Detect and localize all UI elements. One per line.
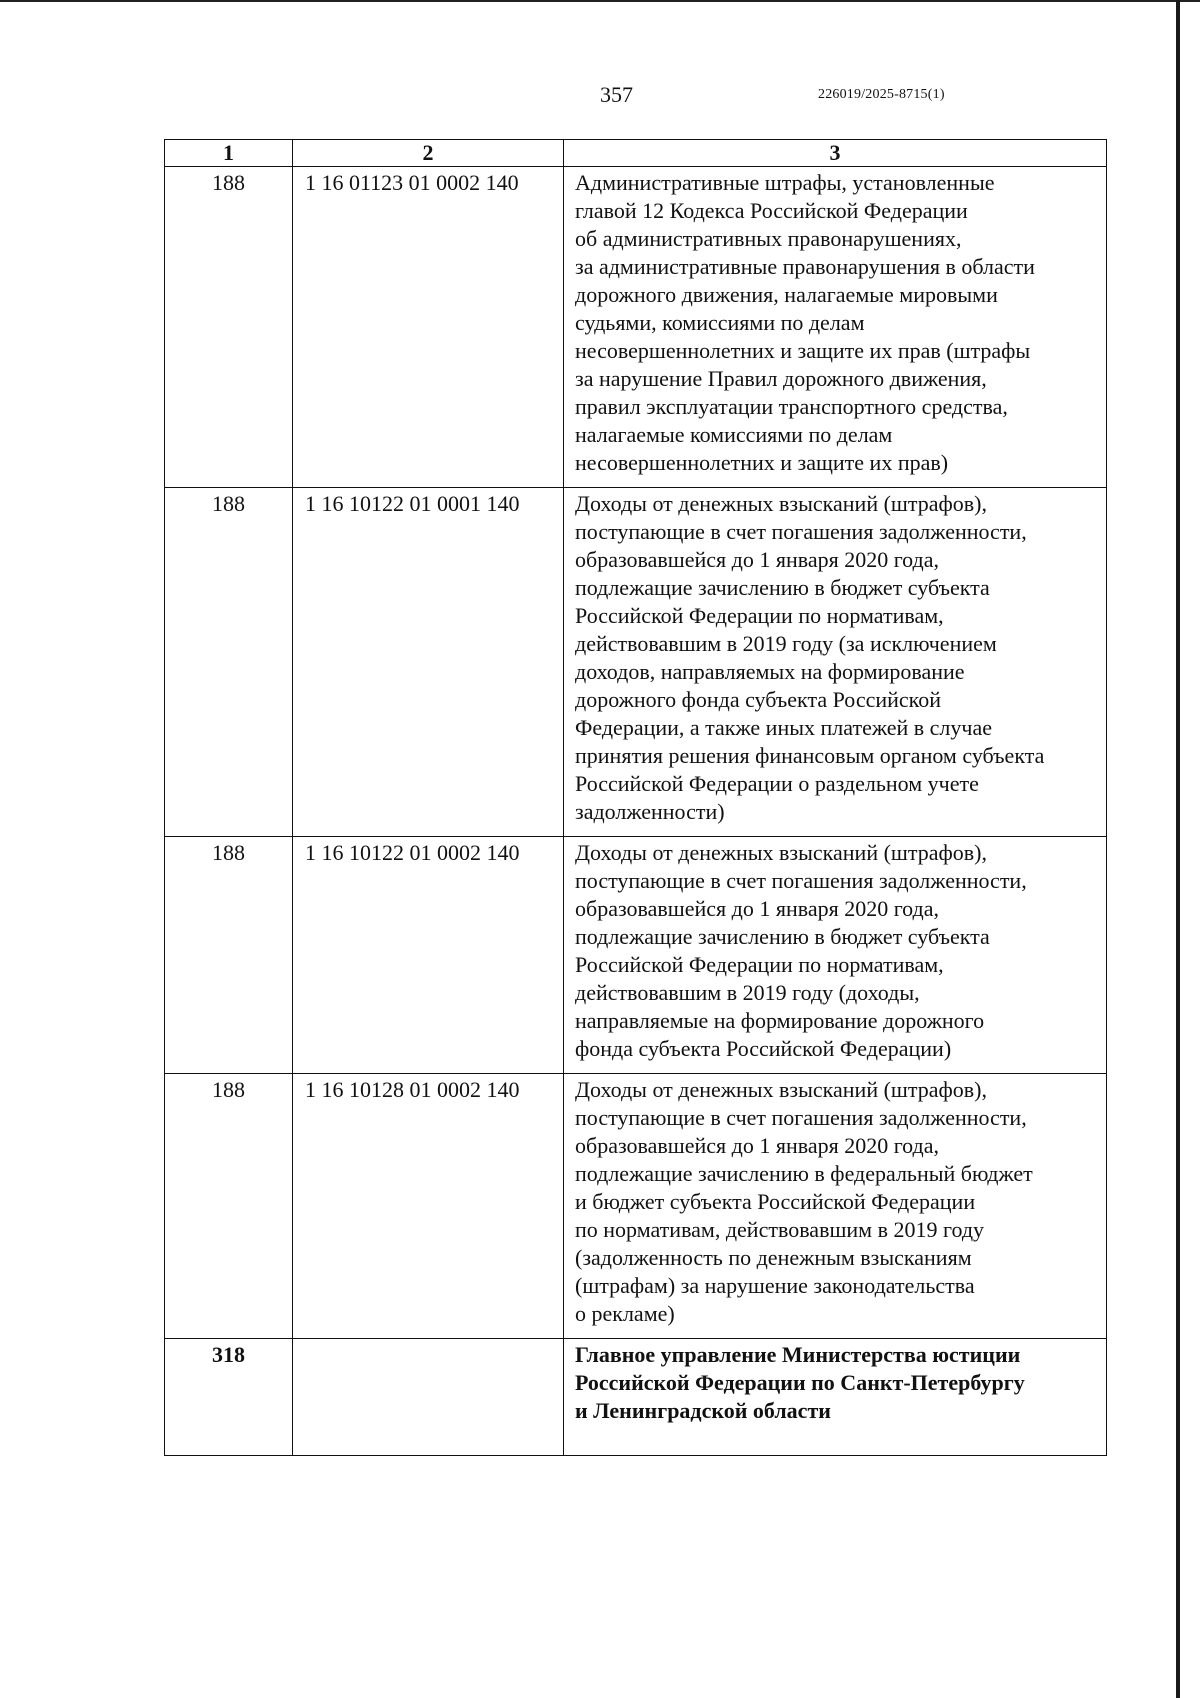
description-line: доходов, направляемых на формирование (575, 659, 965, 684)
description-line: Российской Федерации по нормативам, (575, 603, 944, 628)
page-top-edge (0, 0, 1200, 2)
description-line: Доходы от денежных взысканий (штрафов), (575, 1077, 987, 1102)
description-line: (задолженность по денежным взысканиям (575, 1245, 972, 1270)
admin-code-cell: 188 (165, 488, 293, 837)
column-header-1: 1 (165, 140, 293, 167)
table-row (165, 837, 1107, 1074)
description-line: образовавшейся до 1 января 2020 года, (575, 896, 939, 921)
description-line: несовершеннолетних и защите их прав) (575, 450, 949, 475)
description-line: Российской Федерации по Санкт-Петербургу (575, 1370, 1025, 1395)
description-cell (564, 1339, 1107, 1456)
description-line: Федерации, а также иных платежей в случае (575, 715, 993, 740)
description-cell (564, 1074, 1107, 1339)
description-line: Доходы от денежных взысканий (штрафов), (575, 491, 987, 516)
table-row (165, 167, 1107, 488)
description-line: подлежащие зачислению в федеральный бюджет (575, 1161, 1033, 1186)
table-row (165, 488, 1107, 837)
description-line: поступающие в счет погашения задолженности, (575, 868, 1027, 893)
table-body (165, 167, 1107, 1456)
description-line: судьями, комиссиями по делам (575, 310, 865, 335)
document-id: 226019/2025-8715(1) (818, 87, 945, 102)
description-cell (564, 167, 1107, 488)
description-line: Российской Федерации по нормативам, (575, 952, 944, 977)
budget-classification-code-cell: 1 16 10122 01 0001 140 (293, 488, 564, 837)
admin-code-cell: 318 (165, 1339, 293, 1456)
description-line: Доходы от денежных взысканий (штрафов), (575, 840, 987, 865)
description-line: Главное управление Министерства юстиции (575, 1342, 1021, 1367)
description-line: несовершеннолетних и защите их прав (штрафы (575, 338, 1031, 363)
description-line: образовавшейся до 1 января 2020 года, (575, 547, 939, 572)
description-line: действовавшим в 2019 году (за исключением (575, 631, 997, 656)
description-line: фонда субъекта Российской Федерации) (575, 1036, 952, 1061)
page-number: 357 (600, 82, 633, 107)
description-line: о рекламе) (575, 1301, 675, 1326)
table-header-row (165, 140, 1107, 167)
description-line: подлежащие зачислению в бюджет субъекта (575, 575, 990, 600)
budget-classification-code-cell: 1 16 10122 01 0002 140 (293, 837, 564, 1074)
description-line: (штрафам) за нарушение законодательства (575, 1273, 975, 1298)
admin-code-cell: 188 (165, 167, 293, 488)
budget-classification-code-cell: 1 16 10128 01 0002 140 (293, 1074, 564, 1339)
column-header-2: 2 (293, 140, 564, 167)
description-line: дорожного движения, налагаемые мировыми (575, 282, 998, 307)
budget-classification-code-cell (293, 1339, 564, 1456)
description-line: подлежащие зачислению в бюджет субъекта (575, 924, 990, 949)
description-line: задолженности) (575, 799, 725, 824)
description-line: и Ленинградской области (575, 1398, 831, 1423)
admin-code-cell: 188 (165, 837, 293, 1074)
description-line: по нормативам, действовавшим в 2019 году (575, 1217, 985, 1242)
table-row-agency (165, 1339, 1107, 1456)
description-line: поступающие в счет погашения задолженности, (575, 519, 1027, 544)
description-line: дорожного фонда субъекта Российской (575, 687, 942, 712)
budget-code-table (164, 139, 1107, 1456)
description-cell (564, 488, 1107, 837)
description-line: направляемые на формирование дорожного (575, 1008, 985, 1033)
description-line: и бюджет субъекта Российской Федерации (575, 1189, 976, 1214)
description-line: поступающие в счет погашения задолженности, (575, 1105, 1027, 1130)
description-line: Административные штрафы, установленные (575, 170, 995, 195)
description-line: принятия решения финансовым органом субъекта (575, 743, 1045, 768)
description-line: правил эксплуатации транспортного средства, (575, 394, 1008, 419)
budget-classification-code-cell: 1 16 01123 01 0002 140 (293, 167, 564, 488)
description-cell (564, 837, 1107, 1074)
description-line: действовавшим в 2019 году (доходы, (575, 980, 920, 1005)
description-line: об административных правонарушениях, (575, 226, 962, 251)
admin-code-cell: 188 (165, 1074, 293, 1339)
description-line: налагаемые комиссиями по делам (575, 422, 893, 447)
description-line: Российской Федерации о раздельном учете (575, 771, 979, 796)
description-line: образовавшейся до 1 января 2020 года, (575, 1133, 939, 1158)
description-line: главой 12 Кодекса Российской Федерации (575, 198, 968, 223)
page-right-edge (1176, 0, 1180, 1698)
column-header-3: 3 (564, 140, 1107, 167)
description-line: за нарушение Правил дорожного движения, (575, 366, 987, 391)
description-line: за административные правонарушения в области (575, 254, 1035, 279)
table-row (165, 1074, 1107, 1339)
